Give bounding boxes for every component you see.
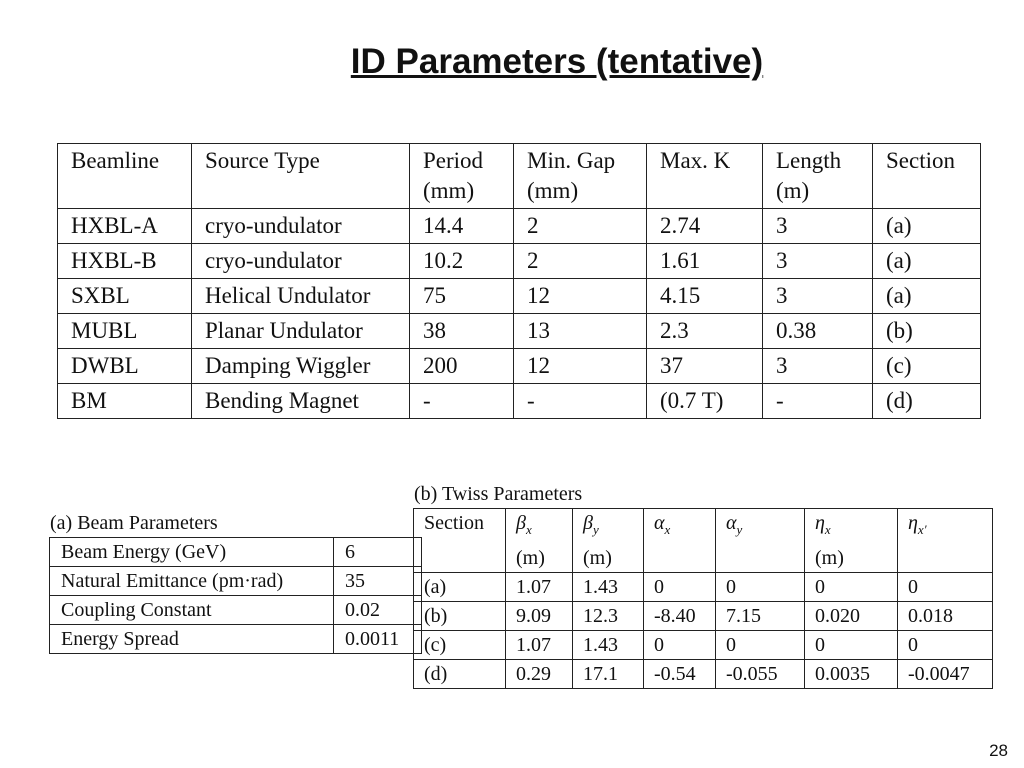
table-cell: DWBL — [58, 349, 192, 384]
table-cell: 9.09 — [506, 602, 573, 631]
table-cell: 200 — [410, 349, 514, 384]
table-cell: (a) — [873, 209, 981, 244]
table-cell: (c) — [414, 631, 506, 660]
header-eta-xprime — [898, 509, 993, 573]
table-cell: Beam Energy (GeV) — [50, 538, 334, 567]
table-cell: (a) — [414, 573, 506, 602]
header-eta-x — [805, 509, 898, 573]
table-row — [50, 538, 422, 567]
header-section — [414, 509, 506, 573]
header-unit: (mm) — [527, 178, 579, 203]
table-row — [58, 244, 981, 279]
symbol-letter: β — [583, 512, 593, 534]
symbol-letter: η — [815, 512, 825, 534]
eta-xprime-symbol — [908, 512, 927, 537]
table-cell: 12 — [514, 279, 647, 314]
table-cell: 0 — [716, 573, 805, 602]
table-cell: Planar Undulator — [192, 314, 410, 349]
table-cell: 38 — [410, 314, 514, 349]
header-label: Min. Gap — [527, 148, 616, 173]
table-row — [50, 567, 422, 596]
header-beta-y — [573, 509, 644, 573]
header-label: Section — [886, 148, 955, 173]
table-cell: 75 — [410, 279, 514, 314]
table-cell: -8.40 — [644, 602, 716, 631]
symbol-subscript: x — [664, 522, 671, 537]
table-row — [414, 660, 993, 689]
symbol-subscript: x — [824, 522, 831, 537]
header-alpha-x — [644, 509, 716, 573]
table-cell: 12.3 — [573, 602, 644, 631]
page-number: 28 — [989, 741, 1008, 760]
table-cell: HXBL-A — [58, 209, 192, 244]
id-parameters-table — [57, 143, 981, 419]
symbol-subscript: y — [736, 522, 743, 537]
header-label: Length — [776, 148, 842, 173]
header-length — [763, 144, 873, 209]
header-unit: (m) — [583, 547, 612, 569]
symbol-subscript: x′ — [917, 522, 927, 537]
table-cell: 3 — [763, 209, 873, 244]
table-cell: MUBL — [58, 314, 192, 349]
table-cell: Natural Emittance (pm·rad) — [50, 567, 334, 596]
table-row — [58, 314, 981, 349]
table-cell: -0.0047 — [898, 660, 993, 689]
table-cell: - — [514, 384, 647, 419]
header-label: Beamline — [71, 148, 160, 173]
table-cell: 3 — [763, 349, 873, 384]
table-cell: (c) — [873, 349, 981, 384]
alpha-y-symbol — [726, 512, 743, 537]
header-section — [873, 144, 981, 209]
symbol-letter: η — [908, 512, 918, 534]
table-row — [58, 349, 981, 384]
table-cell: 10.2 — [410, 244, 514, 279]
table-cell: Coupling Constant — [50, 596, 334, 625]
table-cell: 1.07 — [506, 573, 573, 602]
table-cell: 35 — [334, 567, 422, 596]
table-header-row — [58, 144, 981, 209]
symbol-letter: α — [726, 512, 737, 534]
header-period — [410, 144, 514, 209]
header-unit: (m) — [815, 547, 844, 569]
header-beamline — [58, 144, 192, 209]
table-cell: 1.61 — [647, 244, 763, 279]
header-label: Period — [423, 148, 484, 173]
table-cell: 0 — [898, 573, 993, 602]
table-cell: Damping Wiggler — [192, 349, 410, 384]
header-min-gap — [514, 144, 647, 209]
table-cell: Bending Magnet — [192, 384, 410, 419]
table-cell: 2 — [514, 209, 647, 244]
table-cell: 0 — [805, 631, 898, 660]
table-cell: (a) — [873, 244, 981, 279]
table-cell: cryo-undulator — [192, 209, 410, 244]
table-row — [50, 625, 422, 654]
table-row — [58, 209, 981, 244]
table-cell: 7.15 — [716, 602, 805, 631]
table-cell: 3 — [763, 244, 873, 279]
symbol-subscript: y — [592, 522, 599, 537]
header-unit: (mm) — [423, 178, 475, 203]
twiss-caption: (b) Twiss Parameters — [414, 483, 583, 505]
table-header-row — [414, 509, 993, 573]
eta-x-symbol — [815, 512, 831, 537]
table-cell: 0.0035 — [805, 660, 898, 689]
table-cell: HXBL-B — [58, 244, 192, 279]
header-label: Max. K — [660, 148, 731, 173]
table-cell: 1.07 — [506, 631, 573, 660]
table-cell: (d) — [873, 384, 981, 419]
table-cell: 0.29 — [506, 660, 573, 689]
table-cell: Helical Undulator — [192, 279, 410, 314]
table-cell: -0.055 — [716, 660, 805, 689]
symbol-letter: β — [516, 512, 526, 534]
table-row — [58, 384, 981, 419]
table-cell: (a) — [873, 279, 981, 314]
header-source-type — [192, 144, 410, 209]
beam-caption: (a) Beam Parameters — [50, 512, 218, 534]
table-cell: - — [410, 384, 514, 419]
header-beta-x — [506, 509, 573, 573]
table-cell: 37 — [647, 349, 763, 384]
page-title: ID Parameters (tentative) — [350, 42, 764, 81]
table-cell: 13 — [514, 314, 647, 349]
beta-y-symbol — [583, 512, 599, 537]
table-cell: 0 — [644, 573, 716, 602]
table-cell: 0 — [898, 631, 993, 660]
beta-x-symbol — [516, 512, 532, 537]
table-cell: 14.4 — [410, 209, 514, 244]
header-label: Source Type — [205, 148, 320, 173]
table-cell: 0 — [716, 631, 805, 660]
table-row — [414, 602, 993, 631]
symbol-subscript: x — [525, 522, 532, 537]
beam-parameters-table — [49, 537, 422, 654]
table-cell: 1.43 — [573, 573, 644, 602]
alpha-x-symbol — [654, 512, 671, 537]
header-unit: (m) — [776, 178, 810, 203]
table-cell: 0.0011 — [334, 625, 422, 654]
header-label: Section — [424, 512, 484, 534]
table-cell: (0.7 T) — [647, 384, 763, 419]
table-row — [414, 573, 993, 602]
table-cell: 0.38 — [763, 314, 873, 349]
table-cell: 1.43 — [573, 631, 644, 660]
table-cell: (b) — [873, 314, 981, 349]
table-cell: 2.3 — [647, 314, 763, 349]
table-cell: 17.1 — [573, 660, 644, 689]
table-cell: cryo-undulator — [192, 244, 410, 279]
table-cell: 2.74 — [647, 209, 763, 244]
table-cell: 0 — [805, 573, 898, 602]
header-alpha-y — [716, 509, 805, 573]
table-cell: - — [763, 384, 873, 419]
table-cell: 0.02 — [334, 596, 422, 625]
table-cell: 2 — [514, 244, 647, 279]
table-cell: 12 — [514, 349, 647, 384]
twiss-parameters-table — [413, 508, 993, 689]
table-row — [58, 279, 981, 314]
table-cell: 0.020 — [805, 602, 898, 631]
table-cell: 4.15 — [647, 279, 763, 314]
table-cell: (b) — [414, 602, 506, 631]
table-cell: 3 — [763, 279, 873, 314]
table-cell: -0.54 — [644, 660, 716, 689]
table-cell: 0.018 — [898, 602, 993, 631]
header-max-k — [647, 144, 763, 209]
table-row — [50, 596, 422, 625]
symbol-letter: α — [654, 512, 665, 534]
table-cell: (d) — [414, 660, 506, 689]
header-unit: (m) — [516, 547, 545, 569]
table-cell: 0 — [644, 631, 716, 660]
table-cell: SXBL — [58, 279, 192, 314]
table-cell: 6 — [334, 538, 422, 567]
table-row — [414, 631, 993, 660]
table-cell: BM — [58, 384, 192, 419]
table-cell: Energy Spread — [50, 625, 334, 654]
